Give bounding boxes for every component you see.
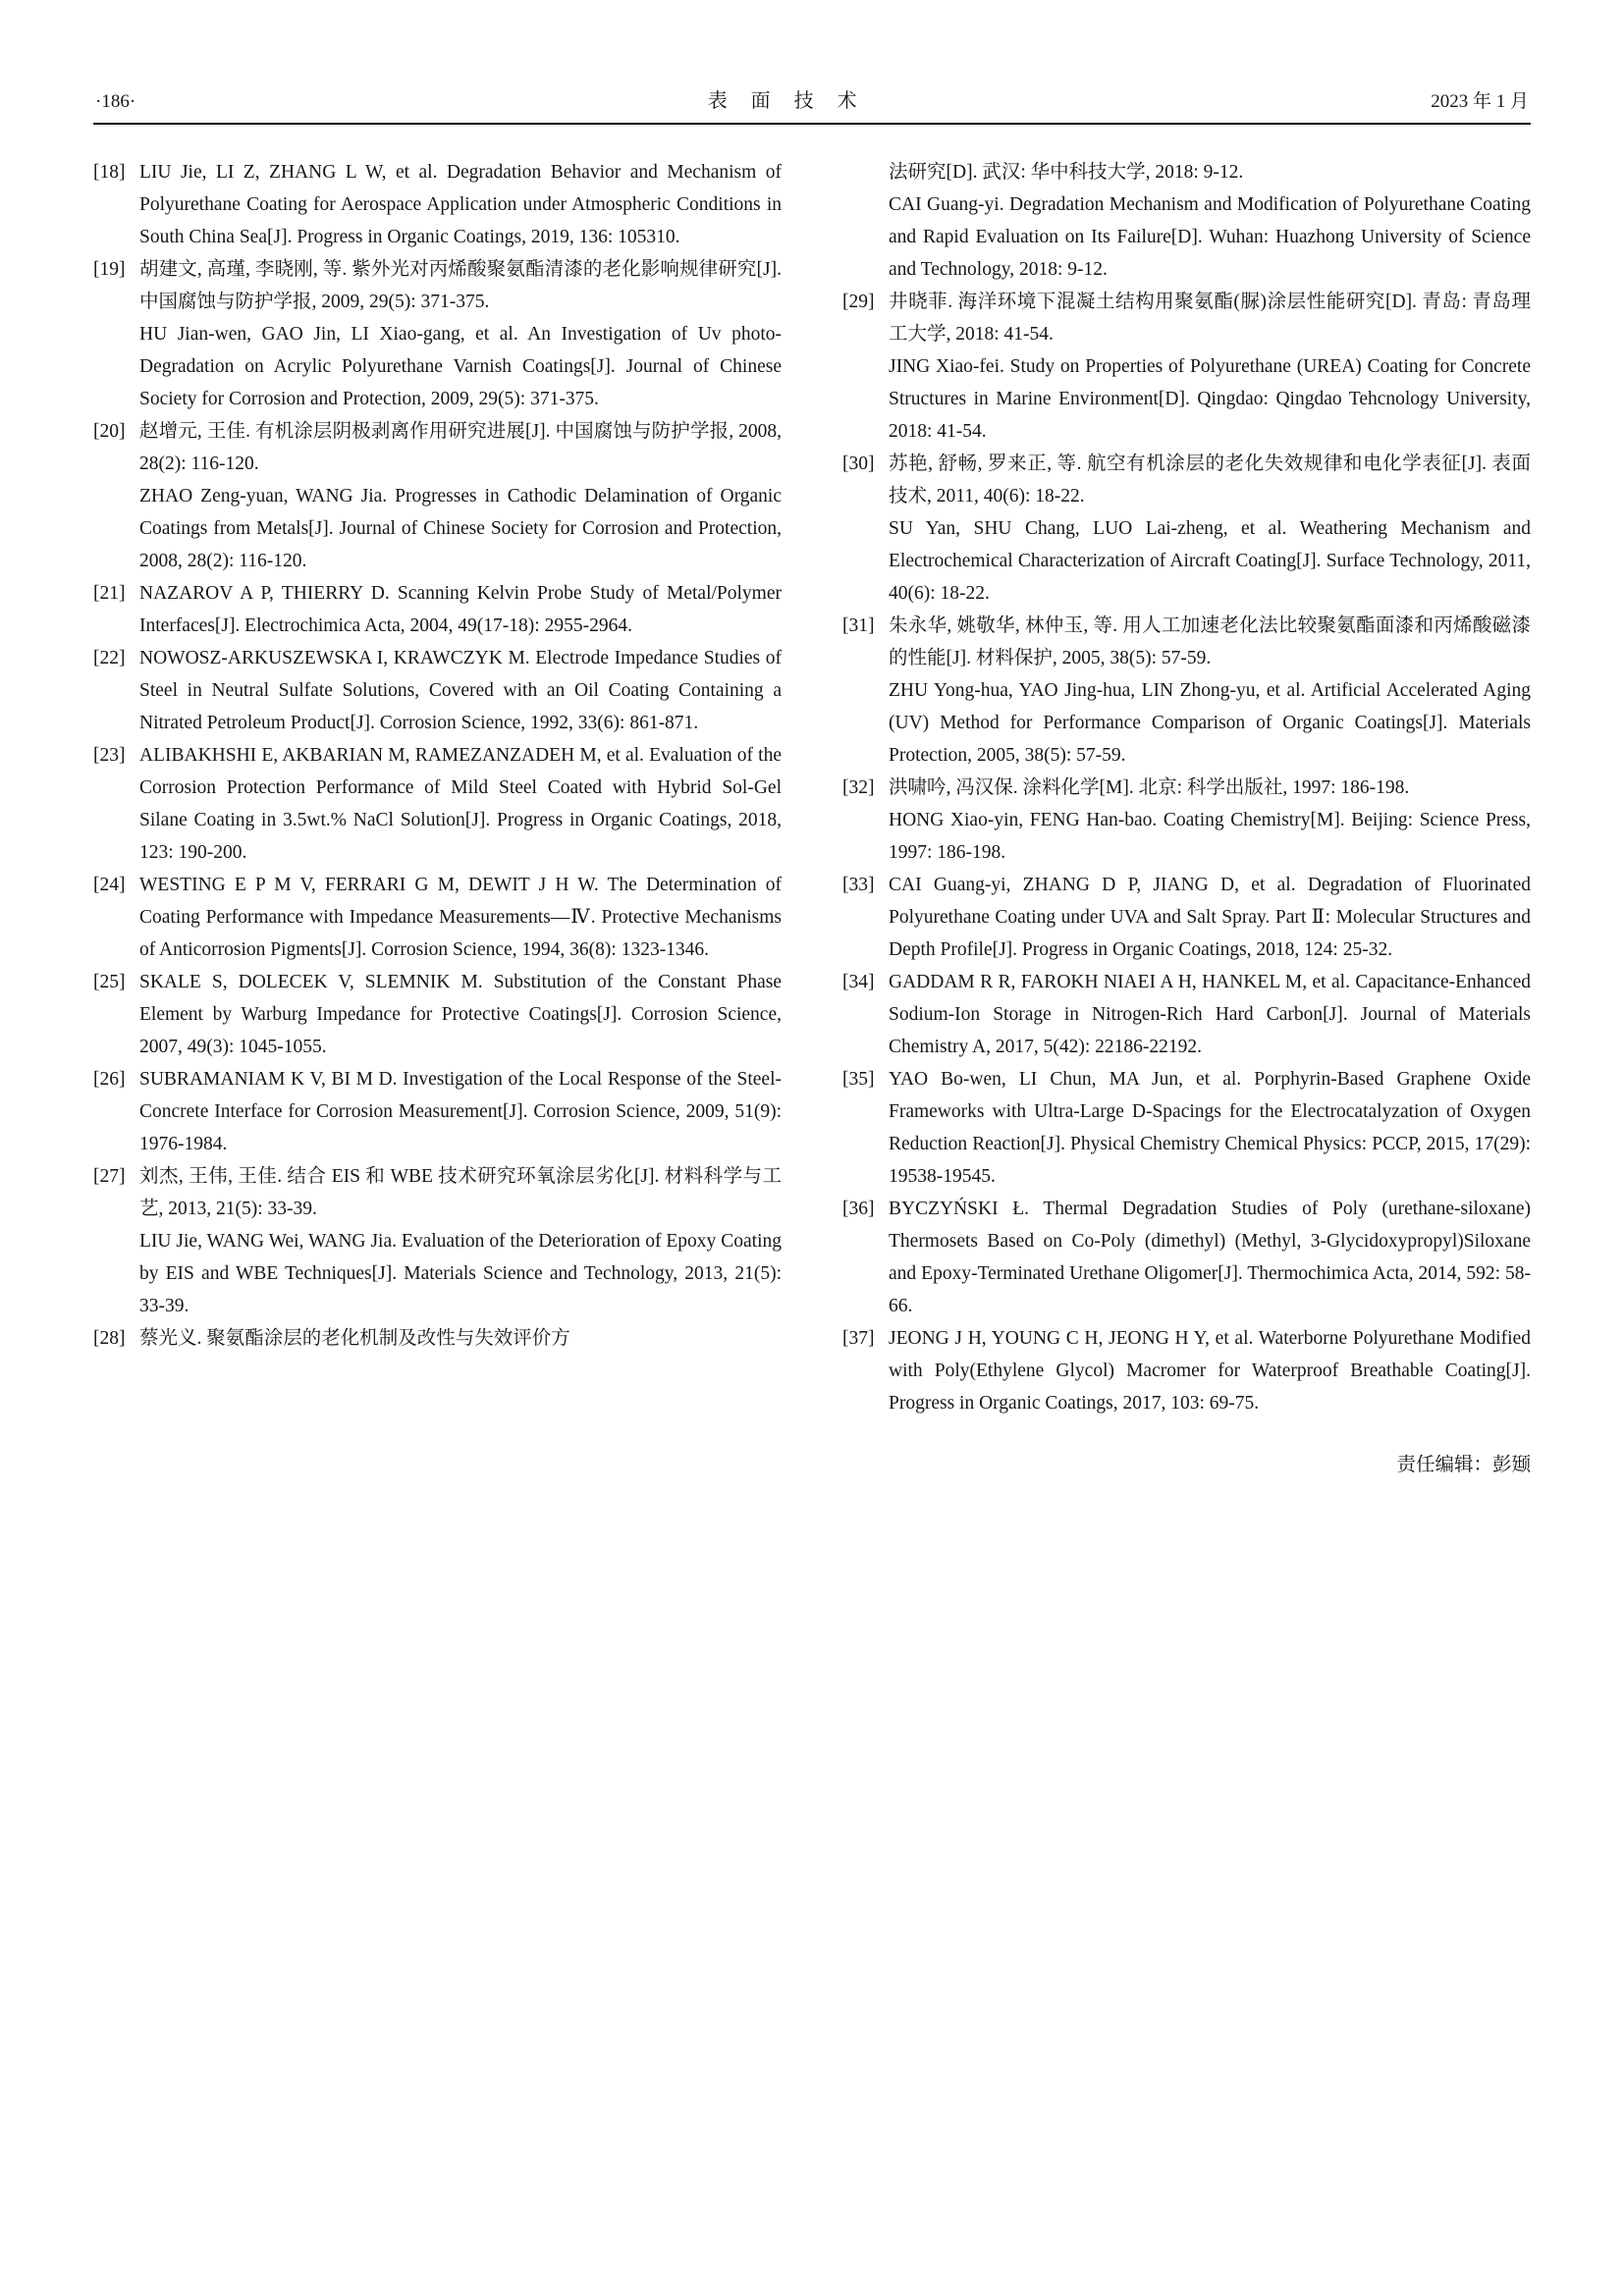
reference-number: [27] [93, 1166, 126, 1187]
reference-number: [24] [93, 875, 126, 895]
reference-body [139, 1063, 782, 1160]
reference-entry [93, 966, 782, 1063]
journal-title: 表 面 技 术 [707, 90, 859, 112]
reference-entry [842, 610, 1531, 772]
reference-text: CAI Guang-yi. Degradation Mechanism and Modification of Polyurethane Coating and Rapid Evaluation on Its Failure[D]. Wuhan: Huazhong University of Science and Technology, 2018: 9-12. [889, 194, 1531, 280]
reference-text: SUBRAMANIAM K V, BI M D. Investigation of the Local Response of the Steel-Concrete Interface for Corrosion Measurement[J]. Corrosion Science, 2009, 51(9): 1976-1984. [139, 1069, 782, 1154]
reference-number: [33] [842, 875, 875, 895]
reference-text: 洪啸吟, 冯汉保. 涂料化学[M]. 北京: 科学出版社, 1997: 186-198. [889, 777, 1410, 798]
reference-body [139, 869, 782, 966]
reference-body [139, 577, 782, 642]
reference-text: GADDAM R R, FAROKH NIAEI A H, HANKEL M, et al. Capacitance-Enhanced Sodium-Ion Storage in Nitrogen-Rich Hard Carbon[J]. Journal of Materials Chemistry A, 2017, 5(42): 22186-22192. [889, 972, 1531, 1057]
reference-body [889, 286, 1531, 448]
reference-body [139, 966, 782, 1063]
reference-number: [34] [842, 972, 875, 992]
reference-text: JEONG J H, YOUNG C H, JEONG H Y, et al. Waterborne Polyurethane Modified with Poly(Ethylene Glycol) Macromer for Waterproof Breathable Coating[J]. Progress in Organic Coatings, 2017, 103: 69-75. [889, 1328, 1531, 1414]
reference-number: [28] [93, 1328, 126, 1349]
reference-number: [23] [93, 745, 126, 766]
reference-entry [842, 1193, 1531, 1322]
reference-body [139, 156, 782, 253]
reference-entry [842, 869, 1531, 966]
reference-text: LIU Jie, LI Z, ZHANG L W, et al. Degradation Behavior and Mechanism of Polyurethane Coating for Aerospace Application under Atmospheric Conditions in South China Sea[J]. Progress in Organic Coatings, 2019, 136: 105310. [139, 162, 782, 247]
reference-body [889, 966, 1531, 1063]
reference-body [139, 642, 782, 739]
reference-number: [21] [93, 583, 126, 604]
page-header [93, 84, 1531, 123]
reference-text: 朱永华, 姚敬华, 林仲玉, 等. 用人工加速老化法比较聚氨酯面漆和丙烯酸磁漆的性能[J]. 材料保护, 2005, 38(5): 57-59. [889, 615, 1531, 668]
reference-text: 蔡光义. 聚氨酯涂层的老化机制及改性与失效评价方 [139, 1328, 570, 1349]
reference-text: 苏艳, 舒畅, 罗来正, 等. 航空有机涂层的老化失效规律和电化学表征[J]. 表面技术, 2011, 40(6): 18-22. [889, 454, 1531, 507]
reference-text: ZHU Yong-hua, YAO Jing-hua, LIN Zhong-yu, et al. Artificial Accelerated Aging (UV) Method for Performance Comparison of Organic Coatings[J]. Materials Protection, 2005, 38(5): 57-59. [889, 680, 1531, 766]
reference-text: ZHAO Zeng-yuan, WANG Jia. Progresses in Cathodic Delamination of Organic Coatings from Metals[J]. Journal of Chinese Society for Corrosion and Protection, 2008, 28(2): 116-120. [139, 486, 782, 571]
reference-text: SU Yan, SHU Chang, LUO Lai-zheng, et al. Weathering Mechanism and Electrochemical Characterization of Aircraft Coating[J]. Surface Technology, 2011, 40(6): 18-22. [889, 518, 1531, 604]
reference-number: [37] [842, 1328, 875, 1349]
reference-text: NAZAROV A P, THIERRY D. Scanning Kelvin Probe Study of Metal/Polymer Interfaces[J]. Electrochimica Acta, 2004, 49(17-18): 2955-2964. [139, 583, 782, 636]
reference-entry [93, 869, 782, 966]
reference-number: [26] [93, 1069, 126, 1090]
reference-text: NOWOSZ-ARKUSZEWSKA I, KRAWCZYK M. Electrode Impedance Studies of Steel in Neutral Sulfate Solutions, Covered with an Oil Coating Containing a Nitrated Petroleum Product[J]. Corrosion Science, 1992, 33(6): 861-871. [139, 648, 782, 733]
reference-text: LIU Jie, WANG Wei, WANG Jia. Evaluation of the Deterioration of Epoxy Coating by EIS and WBE Techniques[J]. Materials Science and Technology, 2013, 21(5): 33-39. [139, 1231, 782, 1316]
reference-number: [18] [93, 162, 126, 183]
reference-body [889, 1063, 1531, 1193]
reference-text: CAI Guang-yi, ZHANG D P, JIANG D, et al. Degradation of Fluorinated Polyurethane Coating under UVA and Salt Spray. Part Ⅱ: Molecular Structures and Depth Profile[J]. Progress in Organic Coatings, 2018, 124: 25-32. [889, 875, 1531, 960]
reference-entry [842, 772, 1531, 869]
header-divider [93, 123, 1531, 125]
reference-body [889, 156, 1531, 286]
reference-body [889, 610, 1531, 772]
editor-note: 责任编辑：彭颋 [1396, 1455, 1531, 1475]
reference-entry [842, 1322, 1531, 1419]
reference-entry [842, 286, 1531, 448]
reference-body [889, 869, 1531, 966]
reference-text: 胡建文, 高瑾, 李晓刚, 等. 紫外光对丙烯酸聚氨酯清漆的老化影响规律研究[J]. 中国腐蚀与防护学报, 2009, 29(5): 371-375. [139, 259, 782, 312]
reference-text: SKALE S, DOLECEK V, SLEMNIK M. Substitution of the Constant Phase Element by Warburg Impedance for Protective Coatings[J]. Corrosion Science, 2007, 49(3): 1045-1055. [139, 972, 782, 1057]
reference-text: YAO Bo-wen, LI Chun, MA Jun, et al. Porphyrin-Based Graphene Oxide Frameworks with Ultra-Large D-Spacings for the Electrocatalyzation of Oxygen Reduction Reaction[J]. Physical Chemistry Chemical Physics: PCCP, 2015, 17(29): 19538-19545. [889, 1069, 1531, 1187]
reference-number: [30] [842, 454, 875, 474]
reference-entry [842, 1063, 1531, 1193]
reference-entry [93, 1322, 782, 1355]
reference-number: [31] [842, 615, 875, 636]
reference-number: [35] [842, 1069, 875, 1090]
reference-body [889, 448, 1531, 610]
reference-text: WESTING E P M V, FERRARI G M, DEWIT J H W. The Determination of Coating Performance with Impedance Measurements—Ⅳ. Protective Mechanisms of Anticorrosion Pigments[J]. Corrosion Science, 1994, 36(8): 1323-1346. [139, 875, 782, 960]
reference-entry [93, 1063, 782, 1160]
reference-number [842, 156, 889, 286]
reference-text: BYCZYŃSKI Ł. Thermal Degradation Studies of Poly (urethane-siloxane) Thermosets Based on Co-Poly (dimethyl) (Methyl, 3-Glycidoxypropyl)Siloxane and Epoxy-Terminated Urethane Oligomer[J]. Thermochimica Acta, 2014, 592: 58-66. [889, 1199, 1531, 1316]
reference-text: 井晓菲. 海洋环境下混凝土结构用聚氨酯(脲)涂层性能研究[D]. 青岛: 青岛理工大学, 2018: 41-54. [889, 292, 1531, 345]
references-column-right [842, 156, 1531, 1481]
reference-text: JING Xiao-fei. Study on Properties of Polyurethane (UREA) Coating for Concrete Structures in Marine Environment[D]. Qingdao: Qingdao Tehcnology University, 2018: 41-54. [889, 356, 1531, 442]
reference-entry [842, 966, 1531, 1063]
reference-text: 法研究[D]. 武汉: 华中科技大学, 2018: 9-12. [889, 162, 1244, 183]
reference-entry [842, 156, 1531, 286]
page-number: ·186· [95, 91, 136, 112]
reference-body [889, 1322, 1531, 1419]
reference-text: 刘杰, 王伟, 王佳. 结合 EIS 和 WBE 技术研究环氧涂层劣化[J]. 材料科学与工艺, 2013, 21(5): 33-39. [139, 1166, 782, 1219]
reference-body [139, 1322, 782, 1355]
references-column-left [93, 156, 782, 1481]
reference-text: HONG Xiao-yin, FENG Han-bao. Coating Chemistry[M]. Beijing: Science Press, 1997: 186-198. [889, 810, 1531, 863]
reference-number: [19] [93, 259, 126, 280]
references-list-right [842, 156, 1531, 1419]
reference-body [139, 739, 782, 869]
reference-entry [93, 577, 782, 642]
reference-entry [842, 448, 1531, 610]
reference-entry [93, 642, 782, 739]
issue-date: 2023 年 1 月 [1431, 91, 1529, 112]
reference-entry [93, 253, 782, 415]
references-section [93, 156, 1531, 1481]
reference-body [889, 1193, 1531, 1322]
reference-entry [93, 739, 782, 869]
reference-body [139, 1160, 782, 1322]
reference-text: ALIBAKHSHI E, AKBARIAN M, RAMEZANZADEH M, et al. Evaluation of the Corrosion Protection Performance of Mild Steel Coated with Hybrid Sol-Gel Silane Coating in 3.5wt.% NaCl Solution[J]. Progress in Organic Coatings, 2018, 123: 190-200. [139, 745, 782, 863]
reference-number: [20] [93, 421, 126, 442]
reference-entry [93, 415, 782, 577]
reference-body [139, 253, 782, 415]
reference-text: 赵增元, 王佳. 有机涂层阴极剥离作用研究进展[J]. 中国腐蚀与防护学报, 2008, 28(2): 116-120. [139, 421, 782, 474]
reference-number: [36] [842, 1199, 875, 1219]
reference-text: HU Jian-wen, GAO Jin, LI Xiao-gang, et al. An Investigation of Uv photo-Degradation on Acrylic Polyurethane Varnish Coatings[J]. Journal of Chinese Society for Corrosion and Protection, 2009, 29(5): 371-375. [139, 324, 782, 409]
reference-entry [93, 1160, 782, 1322]
reference-number: [32] [842, 777, 875, 798]
reference-number: [29] [842, 292, 875, 312]
reference-body [889, 772, 1531, 869]
reference-body [139, 415, 782, 577]
reference-entry [93, 156, 782, 253]
reference-number: [25] [93, 972, 126, 992]
reference-number: [22] [93, 648, 126, 668]
